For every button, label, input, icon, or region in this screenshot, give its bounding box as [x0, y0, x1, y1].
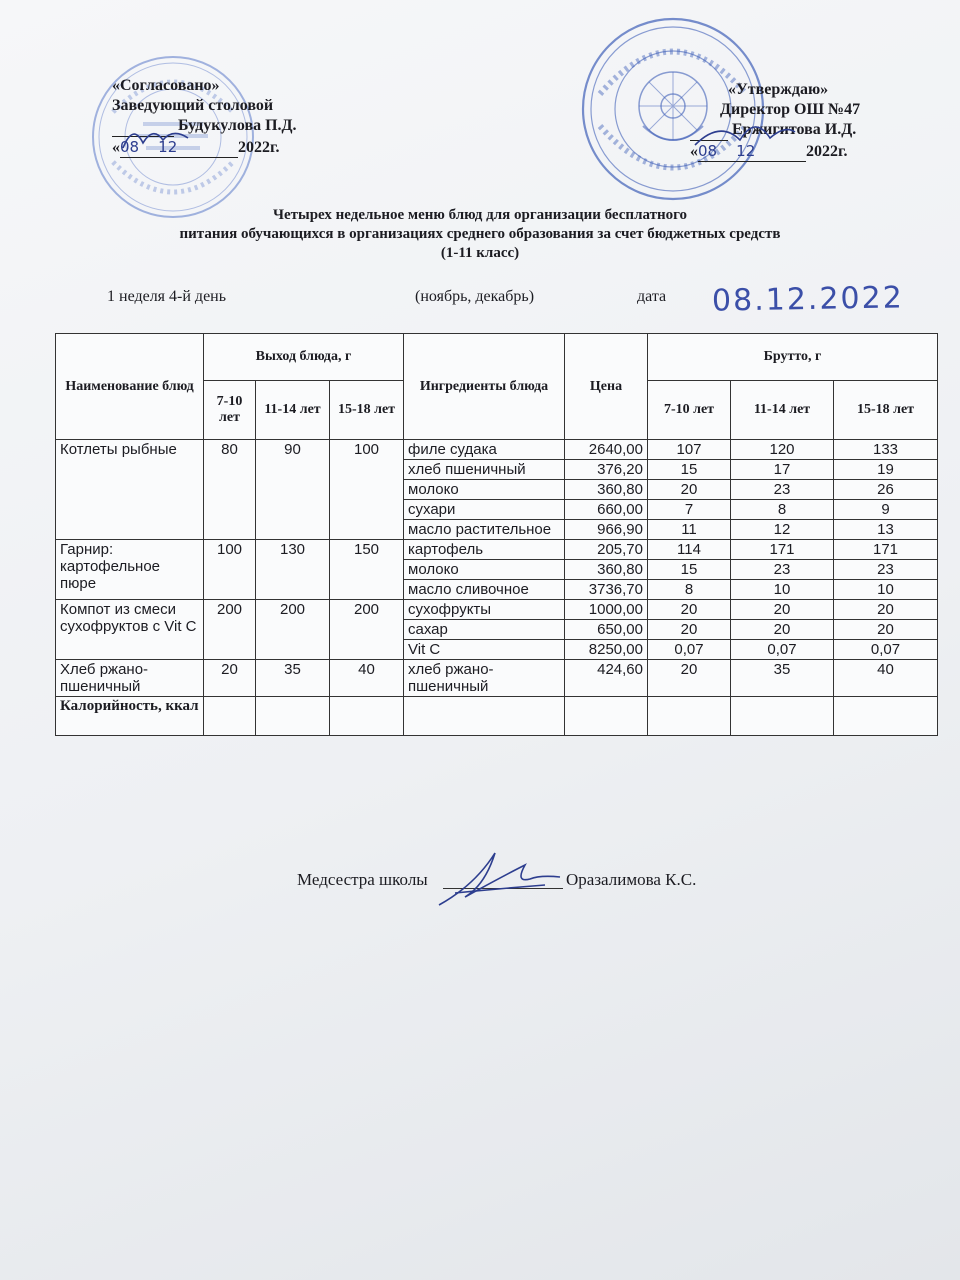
dish-output-o1: 80 — [204, 440, 256, 540]
ingredient-price: 205,70 — [565, 540, 648, 560]
dish-output-o2: 130 — [256, 540, 330, 600]
dish-name: Котлеты рыбные — [56, 440, 204, 540]
ingredient-gross-g2: 10 — [731, 580, 834, 600]
ingredient-price: 8250,00 — [565, 640, 648, 660]
ingredient-gross-g1: 15 — [648, 460, 731, 480]
dish-output-o3: 100 — [330, 440, 404, 540]
ingredient-gross-g3: 26 — [834, 480, 938, 500]
ingredient-name: молоко — [404, 480, 565, 500]
title-line-1: Четырех недельное меню блюд для организации бесплатного — [272, 207, 688, 223]
title-line-3: (1-11 класс) — [440, 245, 520, 261]
ingredient-name: филе судака — [404, 440, 565, 460]
agreed-date-month: 12 — [158, 138, 178, 156]
table-row — [56, 600, 938, 620]
ingredient-name: сахар — [404, 620, 565, 640]
header-output-age-15-18: 15-18 лет — [330, 381, 404, 440]
agreed-date-year: 2022г. — [238, 139, 280, 156]
agreed-date-day: 08 — [120, 138, 140, 156]
header-ingredients: Ингредиенты блюда — [404, 334, 565, 440]
dish-name: Гарнир: картофельное пюре — [56, 540, 204, 600]
dish-output-o3: 150 — [330, 540, 404, 600]
header-output: Выход блюда, г — [204, 334, 404, 381]
approve-date-month: 12 — [736, 142, 756, 160]
dish-output-o3: 40 — [330, 660, 404, 697]
calories-empty-cell — [330, 697, 404, 736]
ingredient-price: 360,80 — [565, 560, 648, 580]
ingredient-gross-g1: 20 — [648, 600, 731, 620]
ingredient-gross-g2: 12 — [731, 520, 834, 540]
ingredient-price: 376,20 — [565, 460, 648, 480]
table-row — [56, 540, 938, 560]
ingredient-gross-g1: 20 — [648, 660, 731, 697]
ingredient-gross-g1: 7 — [648, 500, 731, 520]
director-position: Директор ОШ №47 — [720, 101, 861, 118]
header-output-age-11-14: 11-14 лет — [256, 381, 330, 440]
header-price: Цена — [565, 334, 648, 440]
ingredient-name: масло растительное — [404, 520, 565, 540]
ingredient-price: 3736,70 — [565, 580, 648, 600]
header-gross-age-15-18: 15-18 лет — [834, 381, 938, 440]
canteen-head-signature-scribble — [118, 118, 198, 158]
ingredient-gross-g2: 20 — [731, 600, 834, 620]
nurse-name: Оразалимова К.С. — [566, 870, 697, 889]
canteen-head-name: Будукулова П.Д. — [178, 117, 297, 134]
ingredient-gross-g3: 9 — [834, 500, 938, 520]
ingredient-gross-g2: 120 — [731, 440, 834, 460]
ingredient-price: 1000,00 — [565, 600, 648, 620]
ingredient-gross-g3: 40 — [834, 660, 938, 697]
date-label: дата — [637, 288, 667, 305]
ingredient-price: 360,80 — [565, 480, 648, 500]
header-output-age-7-10: 7-10 лет — [204, 381, 256, 440]
ingredient-gross-g1: 0,07 — [648, 640, 731, 660]
dish-output-o3: 200 — [330, 600, 404, 660]
agreed-date-quote: « — [112, 139, 120, 156]
ingredient-gross-g1: 107 — [648, 440, 731, 460]
approve-date-quote: « — [690, 143, 698, 160]
week-day-label: 1 неделя 4-й день — [107, 288, 227, 305]
title-line-2: питания обучающихся в организациях среднего образования за счет бюджетных средств — [179, 226, 781, 242]
ingredient-gross-g1: 20 — [648, 480, 731, 500]
dish-output-o1: 20 — [204, 660, 256, 697]
ingredient-gross-g2: 0,07 — [731, 640, 834, 660]
header-gross-age-7-10: 7-10 лет — [648, 381, 731, 440]
ingredient-gross-g2: 23 — [731, 480, 834, 500]
ingredient-name: сухари — [404, 500, 565, 520]
ingredient-gross-g1: 20 — [648, 620, 731, 640]
header-gross: Брутто, г — [648, 334, 938, 381]
header-gross-age-11-14: 11-14 лет — [731, 381, 834, 440]
ingredient-gross-g1: 11 — [648, 520, 731, 540]
dish-name: Хлеб ржано-пшеничный — [56, 660, 204, 697]
calories-empty-cell — [204, 697, 256, 736]
ingredient-gross-g3: 13 — [834, 520, 938, 540]
months-label: (ноябрь, декабрь) — [415, 288, 535, 305]
dish-output-o2: 90 — [256, 440, 330, 540]
ingredient-name: картофель — [404, 540, 565, 560]
ingredient-gross-g1: 114 — [648, 540, 731, 560]
ingredient-gross-g3: 23 — [834, 560, 938, 580]
ingredient-price: 660,00 — [565, 500, 648, 520]
calories-label: Калорийность, ккал — [56, 697, 204, 736]
ingredient-gross-g3: 0,07 — [834, 640, 938, 660]
ingredient-name: хлеб пшеничный — [404, 460, 565, 480]
ingredient-price: 424,60 — [565, 660, 648, 697]
dish-output-o2: 35 — [256, 660, 330, 697]
approve-heading: «Утверждаю» — [728, 81, 829, 98]
menu-table-body — [56, 440, 938, 736]
header-dish: Наименование блюд — [56, 334, 204, 440]
menu-title — [0, 206, 960, 263]
ingredient-gross-g3: 20 — [834, 600, 938, 620]
dish-name: Компот из смеси сухофруктов с Vit C — [56, 600, 204, 660]
calories-empty-cell — [731, 697, 834, 736]
ingredient-name: хлеб ржано-пшеничный — [404, 660, 565, 697]
ingredient-gross-g3: 10 — [834, 580, 938, 600]
approve-date-day: 08 — [698, 142, 718, 160]
dish-output-o1: 100 — [204, 540, 256, 600]
ingredient-name: молоко — [404, 560, 565, 580]
ingredient-gross-g3: 171 — [834, 540, 938, 560]
ingredient-name: Vit C — [404, 640, 565, 660]
handwritten-date: 08.12.2022 — [711, 280, 905, 319]
nurse-signature-scribble — [435, 845, 565, 915]
table-row — [56, 660, 938, 697]
ingredient-gross-g2: 8 — [731, 500, 834, 520]
calories-empty-cell — [565, 697, 648, 736]
director-signature-scribble — [690, 110, 800, 160]
ingredient-gross-g2: 35 — [731, 660, 834, 697]
ingredient-price: 650,00 — [565, 620, 648, 640]
menu-table — [55, 333, 938, 736]
calories-empty-cell — [256, 697, 330, 736]
ingredient-name: масло сливочное — [404, 580, 565, 600]
ingredient-price: 966,90 — [565, 520, 648, 540]
dish-output-o2: 200 — [256, 600, 330, 660]
calories-empty-cell — [404, 697, 565, 736]
calories-row — [56, 697, 938, 736]
ingredient-gross-g2: 20 — [731, 620, 834, 640]
ingredient-gross-g1: 8 — [648, 580, 731, 600]
canteen-head-position: Заведующий столовой — [112, 97, 274, 114]
calories-empty-cell — [648, 697, 731, 736]
dish-output-o1: 200 — [204, 600, 256, 660]
ingredient-gross-g3: 20 — [834, 620, 938, 640]
table-row — [56, 440, 938, 460]
ingredient-gross-g3: 133 — [834, 440, 938, 460]
calories-empty-cell — [834, 697, 938, 736]
agreed-heading: «Согласовано» — [112, 77, 220, 94]
ingredient-name: сухофрукты — [404, 600, 565, 620]
ingredient-price: 2640,00 — [565, 440, 648, 460]
ingredient-gross-g3: 19 — [834, 460, 938, 480]
director-name: Ержигитова И.Д. — [732, 121, 857, 138]
ingredient-gross-g2: 17 — [731, 460, 834, 480]
nurse-label: Медсестра школы — [297, 870, 428, 889]
ingredient-gross-g2: 171 — [731, 540, 834, 560]
ingredient-gross-g2: 23 — [731, 560, 834, 580]
approve-date-year: 2022г. — [806, 143, 848, 160]
ingredient-gross-g1: 15 — [648, 560, 731, 580]
